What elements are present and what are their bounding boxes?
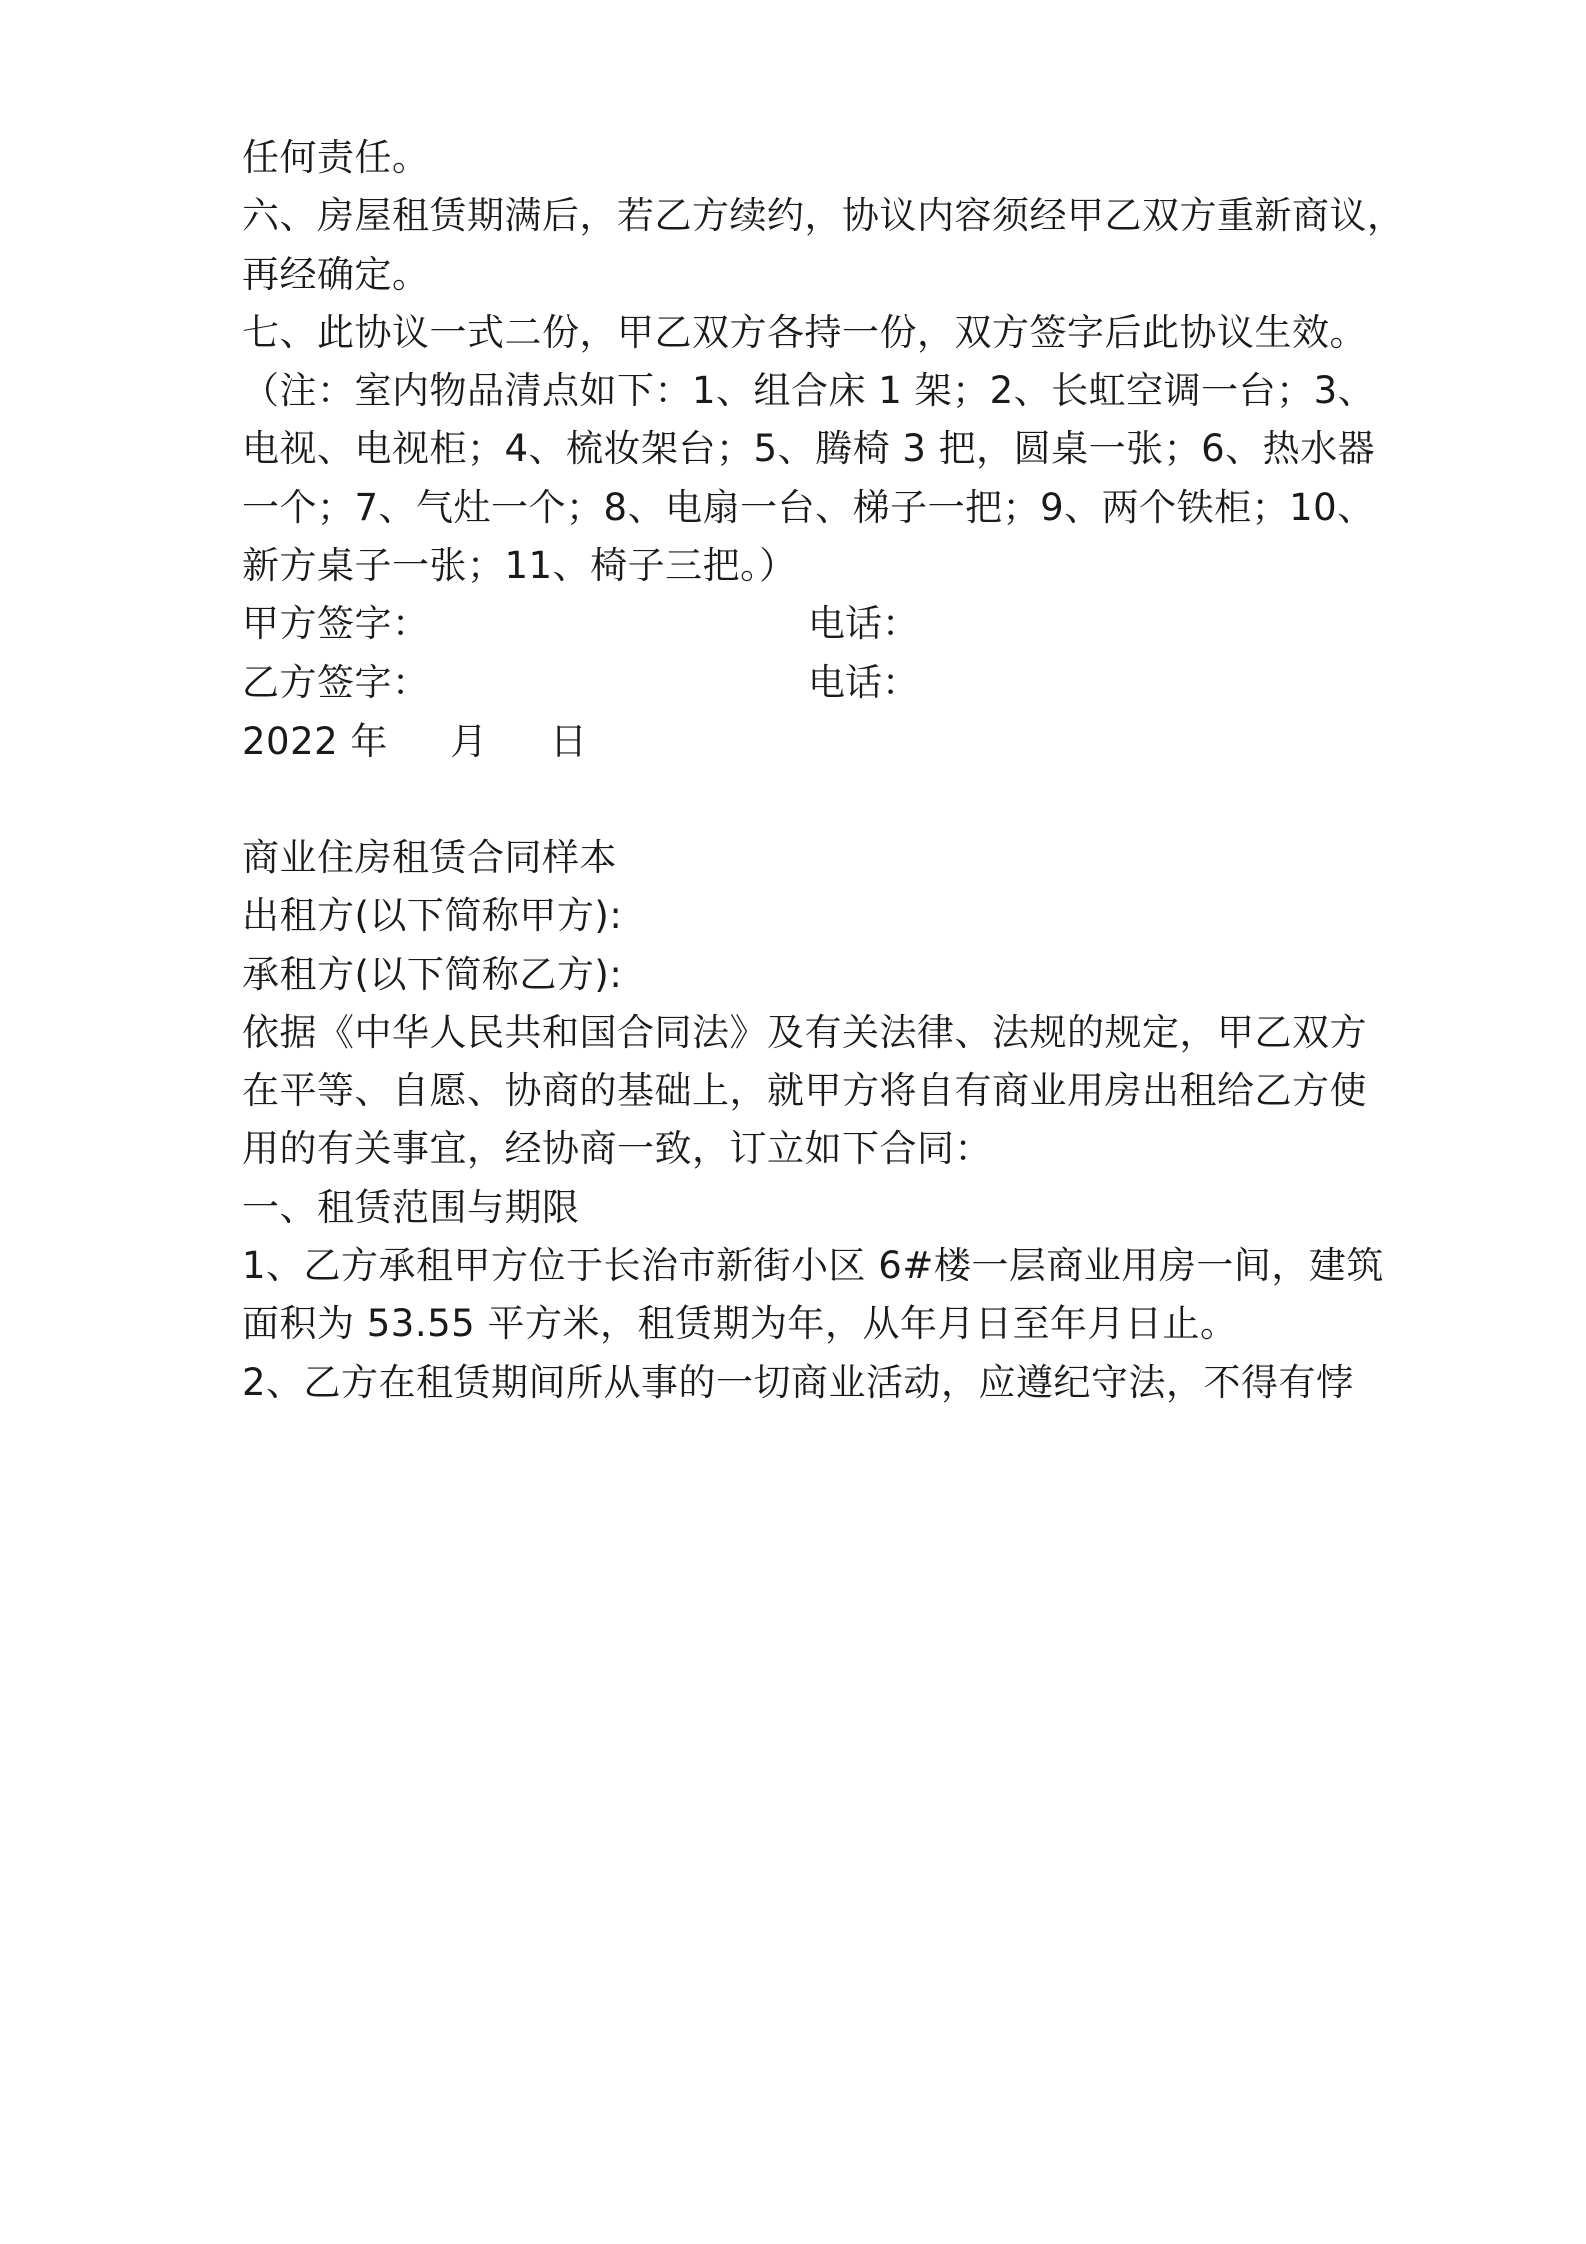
text-line: 1、乙方承租甲方位于长治市新街小区 6#楼一层商业用房一间，建筑 bbox=[242, 1244, 1384, 1287]
text-line: 电视、电视柜；4、梳妆架台；5、腾椅 3 把，圆桌一张；6、热水器 bbox=[242, 427, 1376, 470]
signature-b-label: 乙方签字： bbox=[242, 661, 430, 704]
text-line: 2、乙方在租赁期间所从事的一切商业活动，应遵纪守法，不得有悖 bbox=[242, 1361, 1354, 1404]
text-line: 面积为 53.55 平方米，租赁期为年，从年月日至年月日止。 bbox=[242, 1302, 1238, 1345]
text-line: 新方桌子一张；11、椅子三把。） bbox=[242, 544, 797, 587]
text-line: （注：室内物品清点如下：1、组合床 1 架；2、长虹空调一台；3、 bbox=[242, 369, 1376, 412]
signature-a-label: 甲方签字： bbox=[242, 602, 430, 645]
contract-title: 商业住房租赁合同样本 bbox=[242, 836, 617, 879]
text-line: 用的有关事宜，经协商一致，订立如下合同： bbox=[242, 1127, 992, 1170]
signature-a-phone-label: 电话： bbox=[808, 602, 919, 645]
lessee-line: 承租方(以下简称乙方): bbox=[242, 953, 623, 996]
text-line: 依据《中华人民共和国合同法》及有关法律、法规的规定，甲乙双方 bbox=[242, 1011, 1367, 1054]
lessor-line: 出租方(以下简称甲方): bbox=[242, 894, 623, 937]
signature-b-phone-label: 电话： bbox=[808, 661, 919, 704]
text-line: 六、房屋租赁期满后，若乙方续约，协议内容须经甲乙双方重新商议， bbox=[242, 194, 1405, 237]
text-line: 任何责任。 bbox=[242, 136, 430, 179]
date-day: 日 bbox=[549, 720, 588, 763]
date-year: 2022 年 bbox=[242, 720, 388, 763]
section-heading: 一、租赁范围与期限 bbox=[242, 1186, 580, 1229]
text-line: 再经确定。 bbox=[242, 253, 430, 296]
date-line bbox=[242, 718, 1362, 766]
date-month: 月 bbox=[450, 720, 488, 763]
text-line: 一个；7、气灶一个；8、电扇一台、梯子一把；9、两个铁柜；10、 bbox=[242, 486, 1375, 529]
text-line: 七、此协议一式二份，甲乙双方各持一份，双方签字后此协议生效。 bbox=[242, 311, 1367, 354]
text-line: 在平等、自愿、协商的基础上，就甲方将自有商业用房出租给乙方使 bbox=[242, 1069, 1367, 1112]
